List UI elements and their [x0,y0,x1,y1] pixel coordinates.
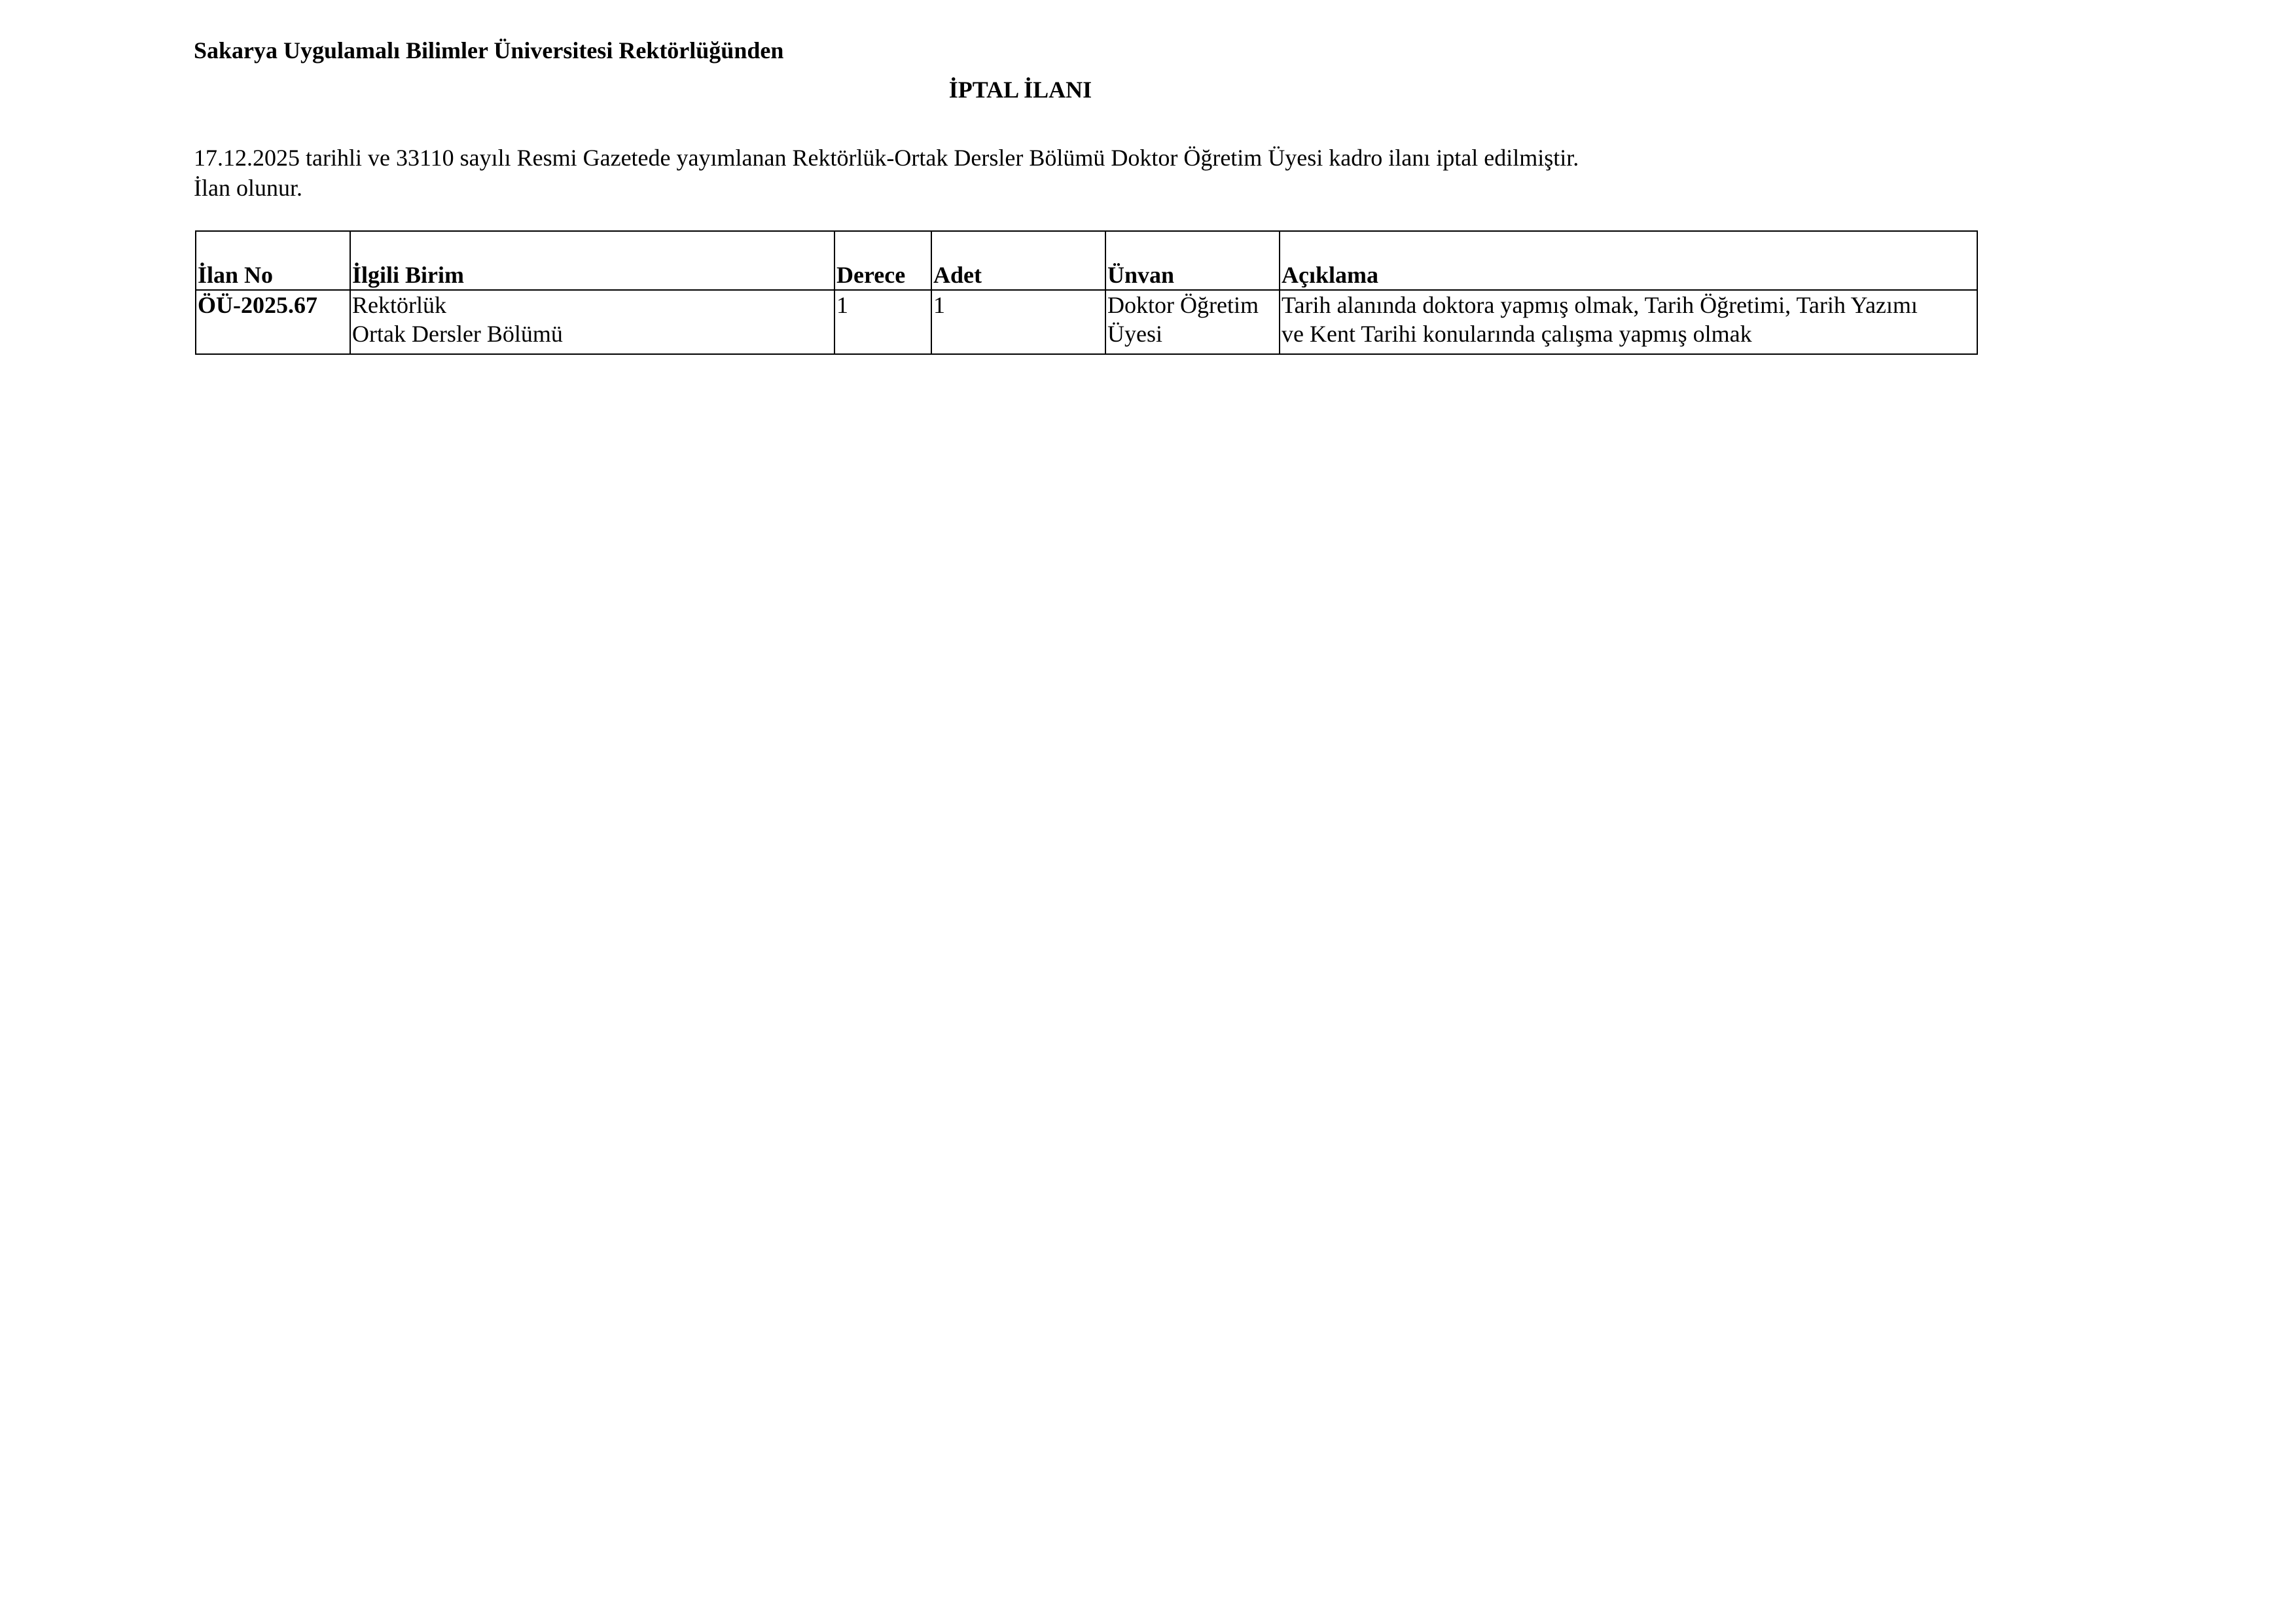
institution-heading: Sakarya Uygulamalı Bilimler Üniversitesi Rektörlüğünden [194,37,784,63]
cell-derece: 1 [834,290,931,354]
birim-line-2: Ortak Dersler Bölümü [352,321,563,347]
unvan-line-2: Üyesi [1107,321,1162,347]
notice-body [194,143,1579,203]
aciklama-line-2: ve Kent Tarihi konularında çalışma yapmış olmak [1282,321,1752,347]
aciklama-line-1: Tarih alanında doktora yapmış olmak, Tarih Öğretimi, Tarih Yazımı [1282,292,1918,318]
document-title: İPTAL İLANI [948,77,1092,103]
unvan-line-1: Doktor Öğretim [1107,292,1259,318]
cell-ilgili-birim [350,290,834,354]
column-header-ilgili-birim: İlgili Birim [350,231,834,290]
notice-paragraph: 17.12.2025 tarihli ve 33110 sayılı Resmi Gazetede yayımlanan Rektörlük-Ortak Dersler Bölümü Doktor Öğretim Üyesi kadro ilanı iptal edilmiştir. [194,145,1579,171]
vacancy-table [195,230,1978,355]
cell-ilan-no: ÖÜ-2025.67 [196,290,350,354]
notice-closing: İlan olunur. [194,175,302,201]
cell-unvan [1105,290,1280,354]
column-header-ilan-no: İlan No [196,231,350,290]
table-header-row [196,231,1977,290]
column-header-unvan: Ünvan [1105,231,1280,290]
table-row [196,290,1977,354]
column-header-aciklama: Açıklama [1280,231,1977,290]
cell-adet: 1 [931,290,1105,354]
column-header-derece: Derece [834,231,931,290]
birim-line-1: Rektörlük [352,292,446,318]
cell-aciklama [1280,290,1977,354]
column-header-adet: Adet [931,231,1105,290]
